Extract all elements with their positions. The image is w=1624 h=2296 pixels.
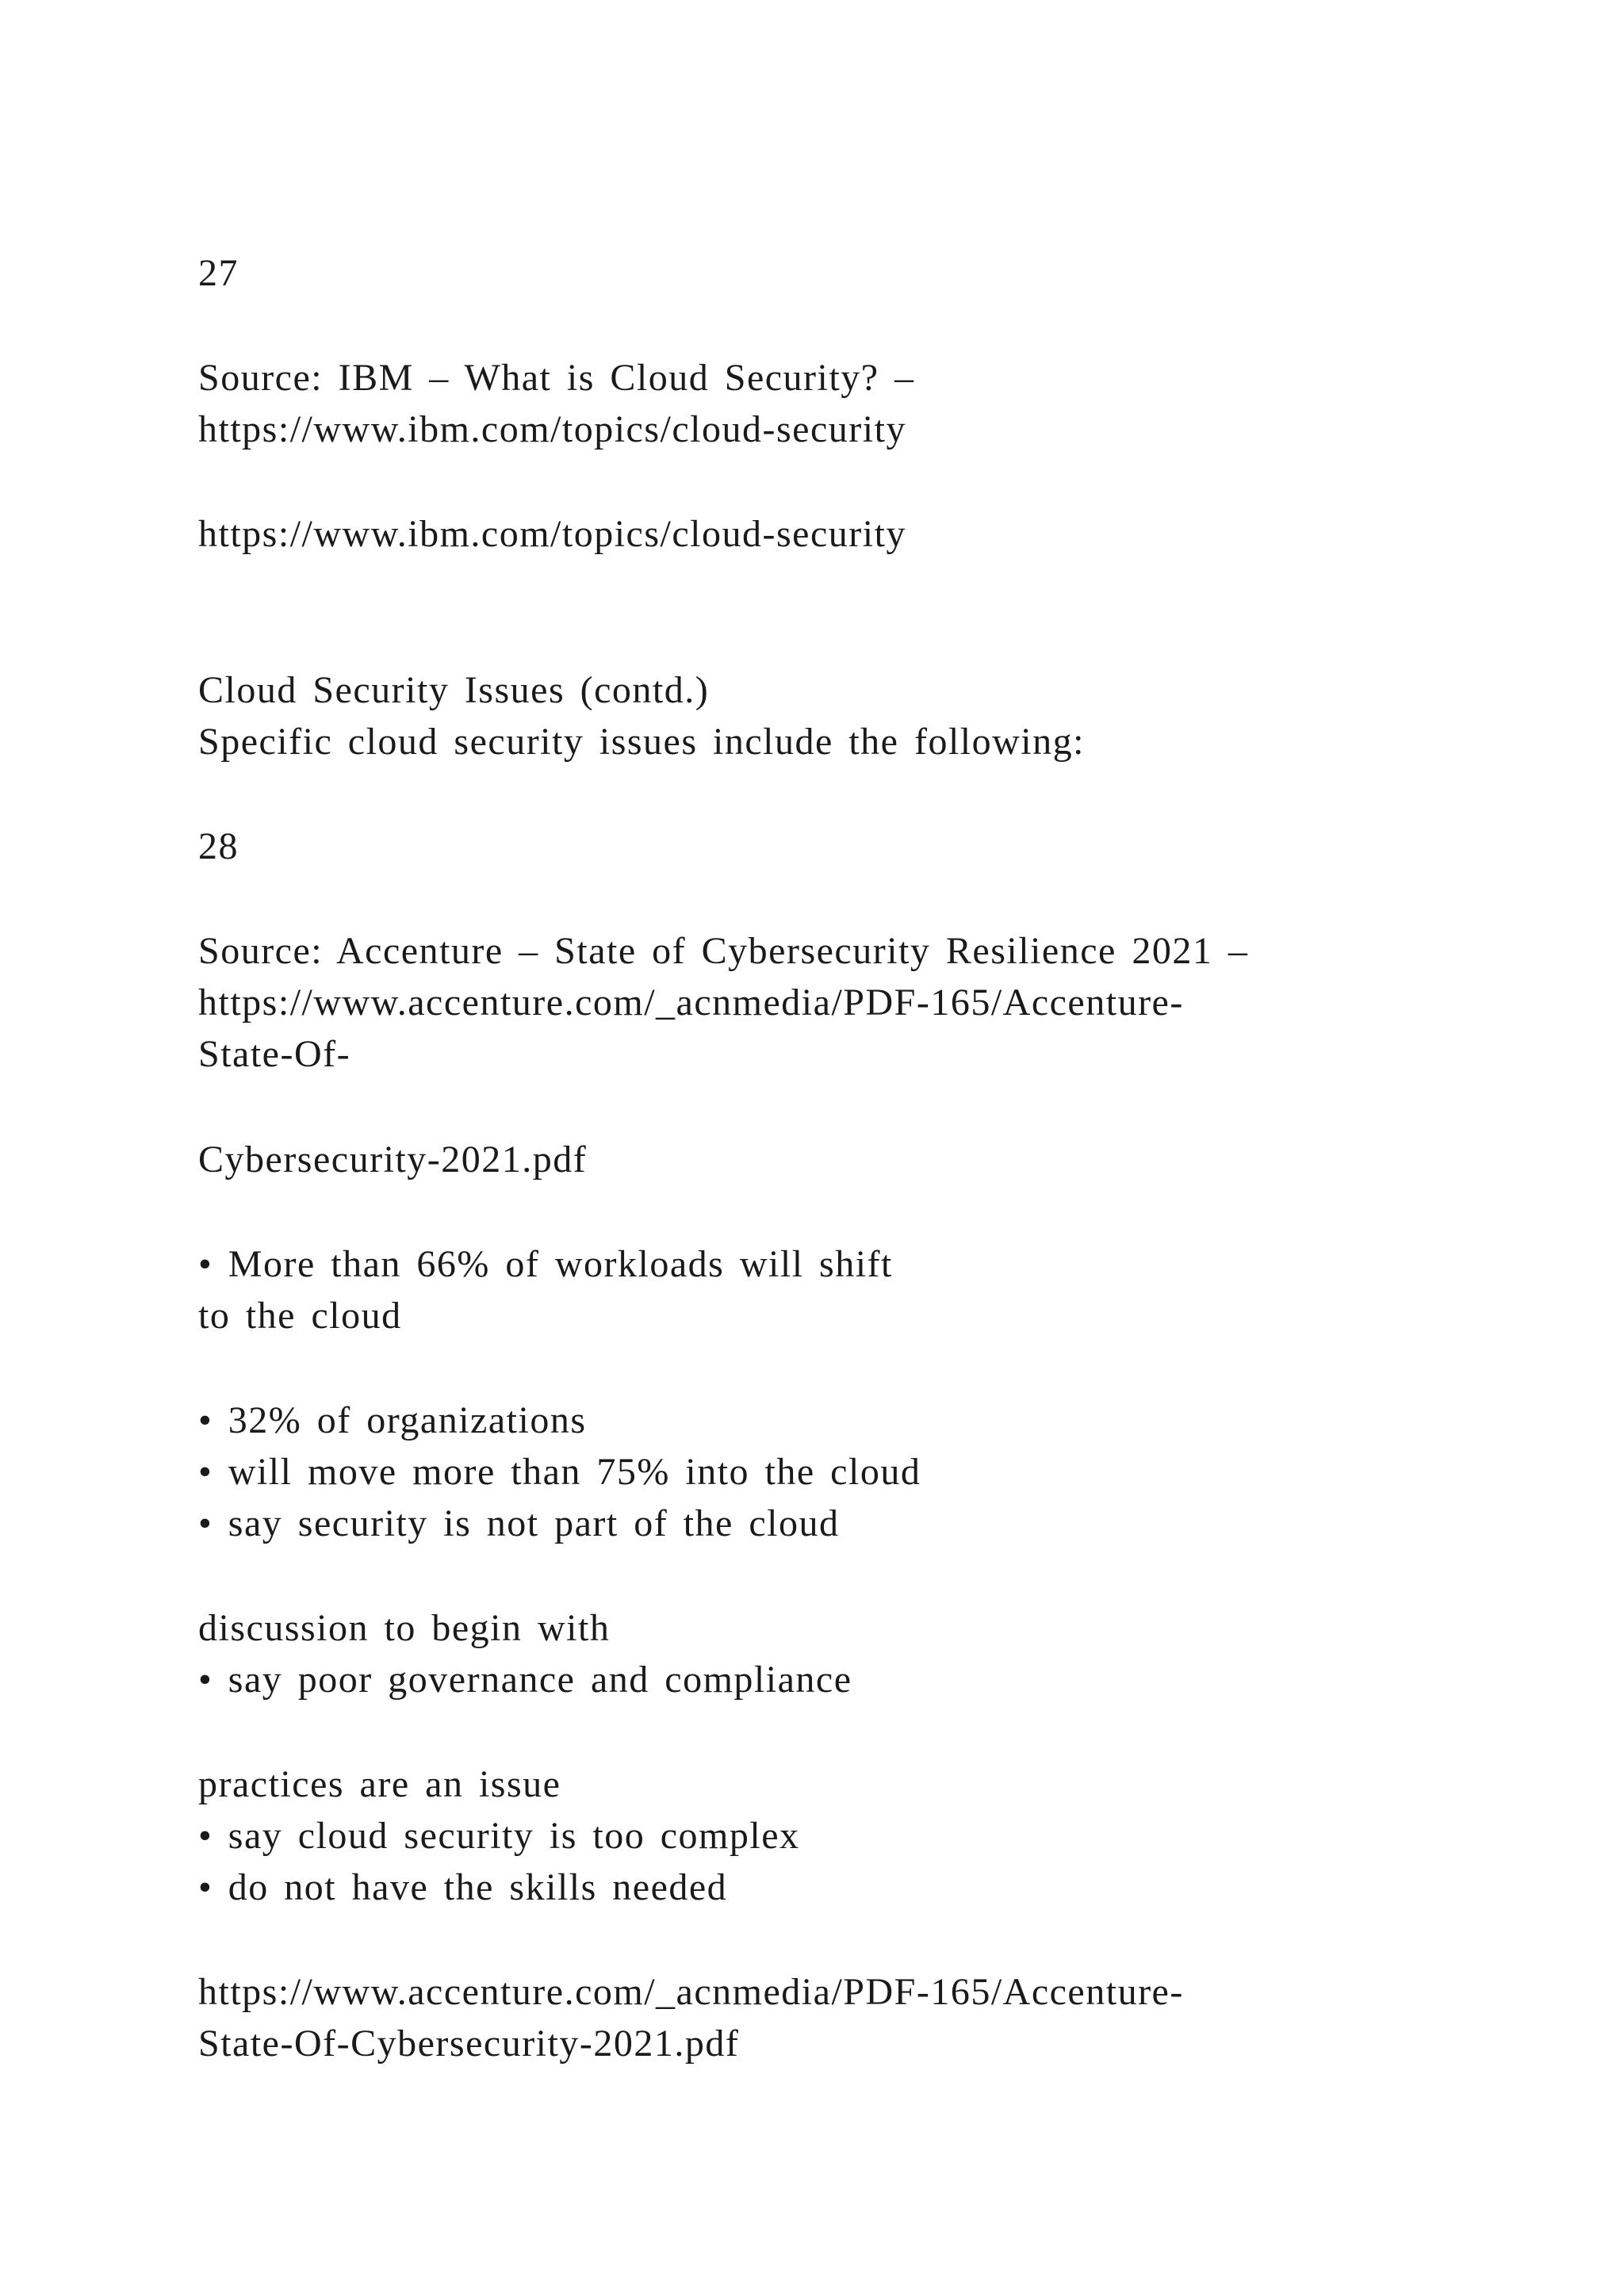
bullet-item: • say security is not part of the cloud — [198, 1502, 840, 1544]
section-heading: Cloud Security Issues (contd.) — [198, 669, 710, 711]
source-url: https://www.accenture.com/_acnmedia/PDF-165/Accenture- — [198, 982, 1184, 1024]
source-url-continued: Cybersecurity-2021.pdf — [198, 1138, 588, 1181]
footer-url: https://www.accenture.com/_acnmedia/PDF-165/Accenture- — [198, 1971, 1184, 2013]
bullet-item: • say poor governance and compliance — [198, 1659, 852, 1701]
section-intro: Specific cloud security issues include the following: — [198, 721, 1085, 763]
source-line: Source: Accenture – State of Cybersecurity Resilience 2021 – — [198, 930, 1249, 972]
bullet-item: • do not have the skills needed — [198, 1866, 728, 1908]
reference-url: https://www.ibm.com/topics/cloud-security — [198, 513, 906, 555]
bullet-continuation: to the cloud — [198, 1295, 402, 1337]
page-number: 27 — [198, 252, 239, 294]
bullet-continuation: discussion to begin with — [198, 1607, 611, 1649]
bullet-item: • say cloud security is too complex — [198, 1815, 800, 1857]
source-line: Source: IBM – What is Cloud Security? – — [198, 357, 915, 399]
source-url-continued: State-Of- — [198, 1033, 351, 1075]
footer-url-continued: State-Of-Cybersecurity-2021.pdf — [198, 2022, 740, 2064]
bullet-item: • 32% of organizations — [198, 1399, 587, 1441]
bullet-item: • More than 66% of workloads will shift — [198, 1243, 893, 1285]
bullet-continuation: practices are an issue — [198, 1763, 561, 1805]
page-number: 28 — [198, 825, 239, 867]
bullet-item: • will move more than 75% into the cloud — [198, 1451, 921, 1493]
source-url: https://www.ibm.com/topics/cloud-security — [198, 408, 906, 450]
